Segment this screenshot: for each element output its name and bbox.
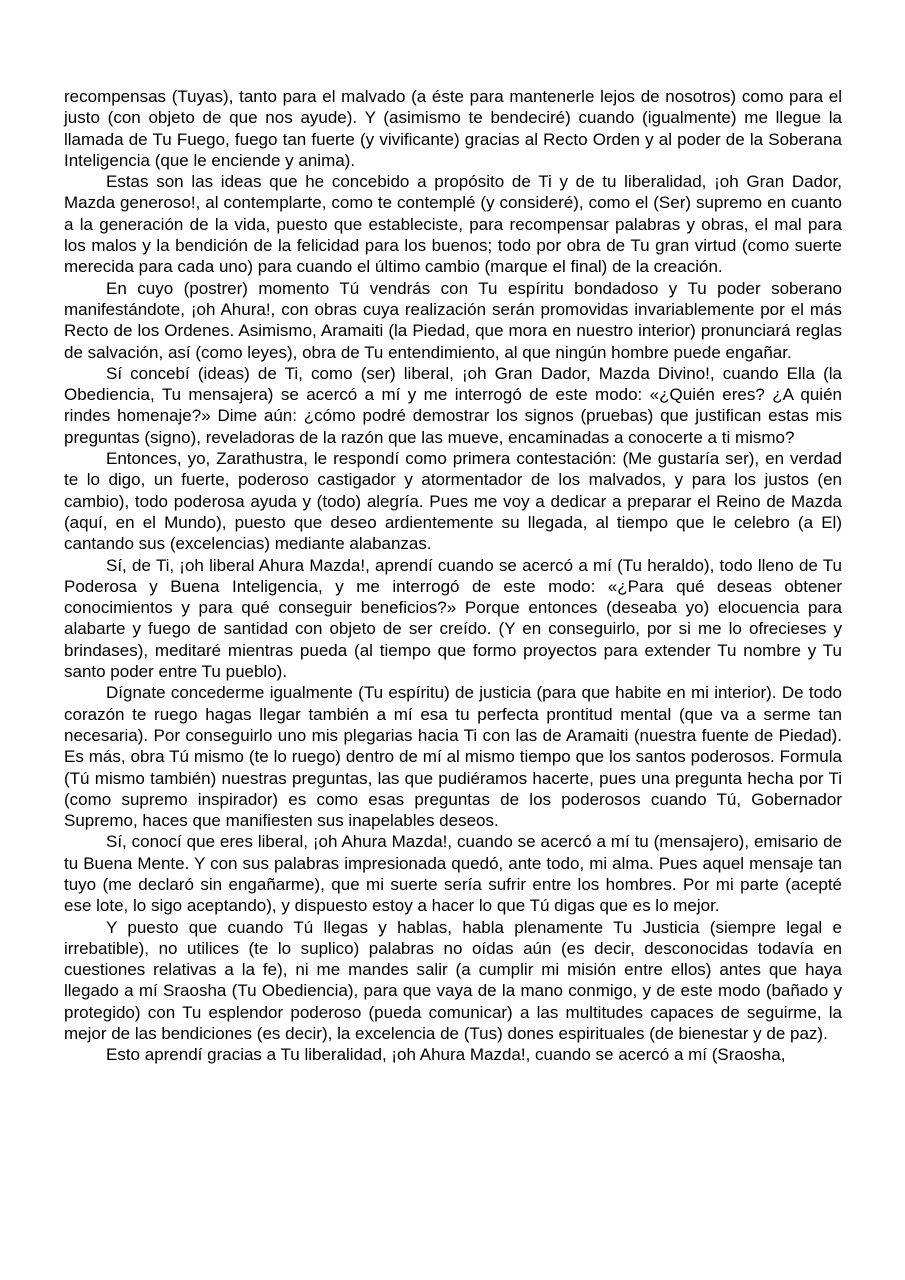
paragraph: En cuyo (postrer) momento Tú vendrás con Tu espíritu bondadoso y Tu poder soberano manifestándote, ¡oh Ahura!, con obras cuya realización serán promovidas invariablemente por el más Recto de los Ordenes. Asimismo, Aramaiti (la Piedad, que mora en nuestro interior) pronunciará reglas de salvación, así (como leyes), obra de Tu entendimiento, al que ningún hombre puede engañar. [64, 278, 842, 362]
paragraph: Dígnate concederme igualmente (Tu espíritu) de justicia (para que habite en mi interior). De todo corazón te ruego hagas llegar también a mí esa tu perfecta prontitud mental (que va a serme tan necesaria). Por conseguirlo uno mis plegarias hacia Ti con las de Aramaiti (nuestra fuente de Piedad). Es más, obra Tú mismo (te lo ruego) dentro de mí al mismo tiempo que los santos poderosos. Formula (Tú mismo también) nuestras preguntas, las que pudiéramos hacerte, pues una pregunta hecha por Ti (como supremo inspirador) es como esas preguntas de los poderosos cuando Tú, Gobernador Supremo, haces que manifiesten sus inapelables deseos. [64, 683, 842, 831]
paragraph: Sí concebí (ideas) de Ti, como (ser) liberal, ¡oh Gran Dador, Mazda Divino!, cuando Ella (la Obediencia, Tu mensajera) se acercó a mí y me interrogó de este modo: «¿Quién eres? ¿A quién rindes homenaje?» Dime aún: ¿cómo podré demostrar los signos (pruebas) que justifican estas mis preguntas (signo), reveladoras de la razón que las mueve, encaminadas a conocerte a ti mismo? [64, 363, 842, 447]
body-text-column [64, 86, 842, 1066]
paragraph: Sí, de Ti, ¡oh liberal Ahura Mazda!, aprendí cuando se acercó a mí (Tu heraldo), todo lleno de Tu Poderosa y Buena Inteligencia, y me interrogó de este modo: «¿Para qué deseas obtener conocimientos y para qué conseguir beneficios?» Porque entonces (deseaba yo) elocuencia para alabarte y fuego de santidad con objeto de ser creído. (Y en conseguirlo, por si me lo ofrecieses y brindases), meditaré mientras pueda (al tiempo que formo proyectos para extender Tu nombre y Tu santo poder entre Tu pueblo). [64, 555, 842, 682]
paragraph: Esto aprendí gracias a Tu liberalidad, ¡oh Ahura Mazda!, cuando se acercó a mí (Sraosha, [106, 1045, 786, 1065]
paragraph: Sí, conocí que eres liberal, ¡oh Ahura Mazda!, cuando se acercó a mí tu (mensajero), emisario de tu Buena Mente. Y con sus palabras impresionada quedó, ante todo, mi alma. Pues aquel mensaje tan tuyo (me declaró sin engañarme), que mi suerte sería sufrir entre los hombres. Por mi parte (acepté ese lote, lo sigo aceptando), y dispuesto estoy a hacer lo que Tú digas que es lo mejor. [64, 832, 842, 916]
paragraph: recompensas (Tuyas), tanto para el malvado (a éste para mantenerle lejos de nosotros) como para el justo (con objeto de que nos ayude). Y (asimismo te bendeciré) cuando (igualmente) me llegue la llamada de Tu Fuego, fuego tan fuerte (y vivificante) gracias al Recto Orden y al poder de la Soberana Inteligencia (que le enciende y anima). [64, 87, 842, 170]
paragraph: Entonces, yo, Zarathustra, le respondí como primera contestación: (Me gustaría ser), en verdad te lo digo, un fuerte, poderoso castigador y atormentador de los malvados, y para los justos (en cambio), todo poderosa ayuda y (todo) alegría. Pues me voy a dedicar a preparar el Reino de Mazda (aquí, en el Mundo), puesto que deseo ardientemente su llegada, al tiempo que le celebro (a El) cantando sus (excelencias) mediante alabanzas. [64, 449, 842, 554]
paragraph: Estas son las ideas que he concebido a propósito de Ti y de tu liberalidad, ¡oh Gran Dador, Mazda generoso!, al contemplarte, como te contemplé (y consideré), como el (Ser) supremo en cuanto a la generación de la vida, puesto que estableciste, para recompensar palabras y obras, el mal para los malos y la bendición de la felicidad para los buenos; todo por obra de Tu gran virtud (como suerte merecida para cada uno) para cuando el último cambio (marque el final) de la creación. [64, 172, 842, 277]
paragraph: Y puesto que cuando Tú llegas y hablas, habla plenamente Tu Justicia (siempre legal e irrebatible), no utilices (te lo suplico) palabras no oídas aún (es decir, desconocidas todavía en cuestiones relativas a la fe), ni me mandes salir (a cumplir mi misión entre ellos) antes que haya llegado a mí Sraosha (Tu Obediencia), para que vaya de la mano conmigo, y de este modo (bañado y protegido) con Tu esplendor poderoso (pueda comunicar) a las multitudes capaces de seguirme, la mejor de las bendiciones (es decir), la excelencia de (Tus) dones espirituales (de bienestar y de paz). [64, 917, 842, 1044]
